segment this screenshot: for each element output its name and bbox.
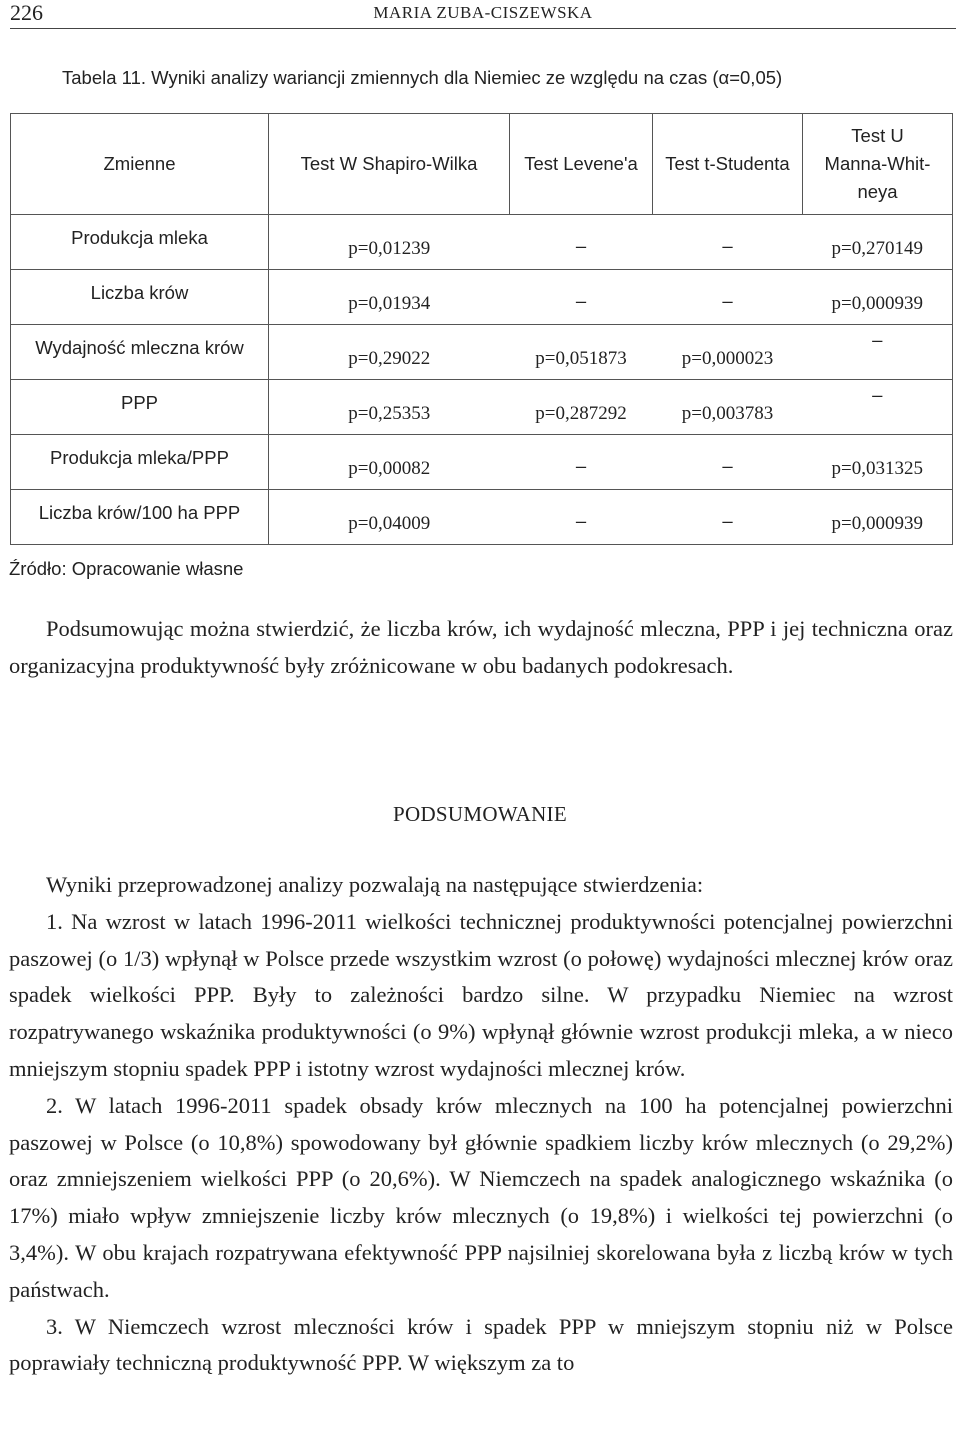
cell-levene [510, 270, 653, 325]
variable-name: Liczba krów [90, 282, 189, 303]
cell-mann-whitney [803, 270, 953, 325]
conclusion-point-2: 2. W latach 1996-2011 spadek obsady krów mlecznych na 100 ha potencjalnej powierzchni paszowej w Polsce (o 10,8%) spowodowany był głównie spadkiem liczby krów mlecznych (o 29,2%) oraz zmniejszeniem wielkości PPP (o 20,6%). W Niemczech na spadek analogicznego wskaźnika (o 17%) miało wpływ zmniejszenie liczby krów mlecznych (o 19,8%) i wielkości tej powierzchni (o 3,4%). W obu krajach rozpatrywana efektywność PPP najsilniej skorelowana była z liczbą krów w tych państwach. [9, 1092, 953, 1302]
p-value: p=0,25353 [348, 402, 431, 424]
p-value: p=0,000023 [681, 347, 774, 369]
header-shapiro-wilk: Test W Shapiro-Wilka [269, 114, 510, 215]
cell-mann-whitney [803, 325, 953, 380]
cell-mann-whitney [803, 435, 953, 490]
conclusion-point-1: 1. Na wzrost w latach 1996-2011 wielkości technicznej produktywności potencjalnej powierzchni paszowej (o 1/3) wpłynął w Polsce przede wszystkim wzrost (o połowę) wydajności mlecznej krów oraz spadek wielkości PPP. Były to zależności bardzo silne. W przypadku Niemiec na wzrost rozpatrywanego wskaźnika produktywności (o 9%) wpłynął głównie wzrost produkcji mleka, a w nieco mniejszym stopniu spadek PPP i istotny wzrost wydajności mlecznej krów. [9, 908, 953, 1081]
cell-variable [11, 270, 269, 325]
cell-levene [510, 435, 653, 490]
p-value: p=0,051873 [535, 347, 627, 369]
dash-mark: – [575, 510, 587, 531]
page-number: 226 [10, 0, 43, 25]
variable-name: Produkcja mleka/PPP [50, 447, 229, 468]
p-value: p=0,01239 [348, 237, 431, 259]
p-value: p=0,287292 [535, 402, 627, 424]
table-row [11, 325, 953, 380]
running-head: MARIA ZUBA-CISZEWSKA [373, 3, 593, 22]
dash-mark: – [872, 384, 883, 405]
table-row [11, 435, 953, 490]
dash-mark: – [575, 235, 587, 256]
header-mann-whitney-text: Test U Manna-Whit- neya [824, 125, 931, 202]
conclusions-intro: Wyniki przeprowadzonej analizy pozwalają na następujące stwierdzenia: [46, 872, 704, 897]
p-value: p=0,000939 [831, 292, 923, 314]
cell-shapiro-wilk [269, 435, 510, 490]
results-table [10, 113, 953, 545]
p-value: p=0,00082 [348, 457, 431, 479]
page-header [10, 0, 956, 29]
p-value: p=0,01934 [348, 292, 431, 314]
cell-t-student [653, 270, 803, 325]
cell-levene [510, 325, 653, 380]
cell-levene [510, 215, 653, 270]
table-source-note: Źródło: Opracowanie własne [9, 558, 244, 579]
cell-mann-whitney [803, 490, 953, 545]
header-t-student: Test t-Studenta [653, 114, 803, 215]
cell-t-student [653, 435, 803, 490]
cell-variable [11, 215, 269, 270]
header-levene: Test Levene'a [510, 114, 653, 215]
cell-t-student [653, 325, 803, 380]
variable-name: Liczba krów/100 ha PPP [38, 502, 241, 523]
p-value: p=0,270149 [831, 237, 923, 259]
p-value: p=0,031325 [831, 457, 923, 479]
cell-shapiro-wilk [269, 380, 510, 435]
cell-variable [11, 435, 269, 490]
dash-mark: – [575, 455, 587, 476]
table-caption: Tabela 11. Wyniki analizy wariancji zmiennych dla Niemiec ze względu na czas (α=0,05) [62, 67, 783, 88]
cell-t-student [653, 215, 803, 270]
dash-mark: – [722, 510, 733, 531]
dash-mark: – [872, 329, 883, 350]
cell-shapiro-wilk [269, 490, 510, 545]
cell-mann-whitney [803, 215, 953, 270]
summary-paragraph: Podsumowując można stwierdzić, że liczba krów, ich wydajność mleczna, PPP i jej techniczna oraz organizacyjna produktywność były zróżnicowane w obu badanych podokresach. [9, 616, 953, 678]
dash-mark: – [722, 455, 733, 476]
cell-shapiro-wilk [269, 270, 510, 325]
variable-name: Produkcja mleka [71, 227, 208, 248]
table-row [11, 270, 953, 325]
section-title: PODSUMOWANIE [393, 802, 567, 826]
dash-mark: – [722, 290, 733, 311]
cell-variable [11, 380, 269, 435]
cell-variable [11, 490, 269, 545]
header-variables: Zmienne [11, 114, 269, 215]
cell-shapiro-wilk [269, 215, 510, 270]
table-row [11, 490, 953, 545]
dash-mark: – [575, 290, 587, 311]
cell-t-student [653, 380, 803, 435]
conclusions-block [9, 867, 953, 1382]
cell-shapiro-wilk [269, 325, 510, 380]
cell-mann-whitney [803, 380, 953, 435]
conclusion-point-3: 3. W Niemczech wzrost mleczności krów i spadek PPP w mniejszym stopniu niż w Polsce poprawiały techniczną produktywność PPP. W większym za to [9, 1313, 953, 1376]
table-header-row [11, 114, 953, 215]
dash-mark: – [722, 235, 733, 256]
p-value: p=0,04009 [348, 512, 431, 534]
variable-name: Wydajność mleczna krów [35, 337, 244, 358]
header-mann-whitney [803, 114, 953, 215]
cell-levene [510, 490, 653, 545]
p-value: p=0,29022 [348, 347, 431, 369]
cell-t-student [653, 490, 803, 545]
table-row [11, 215, 953, 270]
cell-variable [11, 325, 269, 380]
variable-name: PPP [120, 392, 159, 413]
p-value: p=0,000939 [831, 512, 923, 534]
cell-levene [510, 380, 653, 435]
table-row [11, 380, 953, 435]
p-value: p=0,003783 [681, 402, 774, 424]
summary-block [9, 611, 953, 685]
